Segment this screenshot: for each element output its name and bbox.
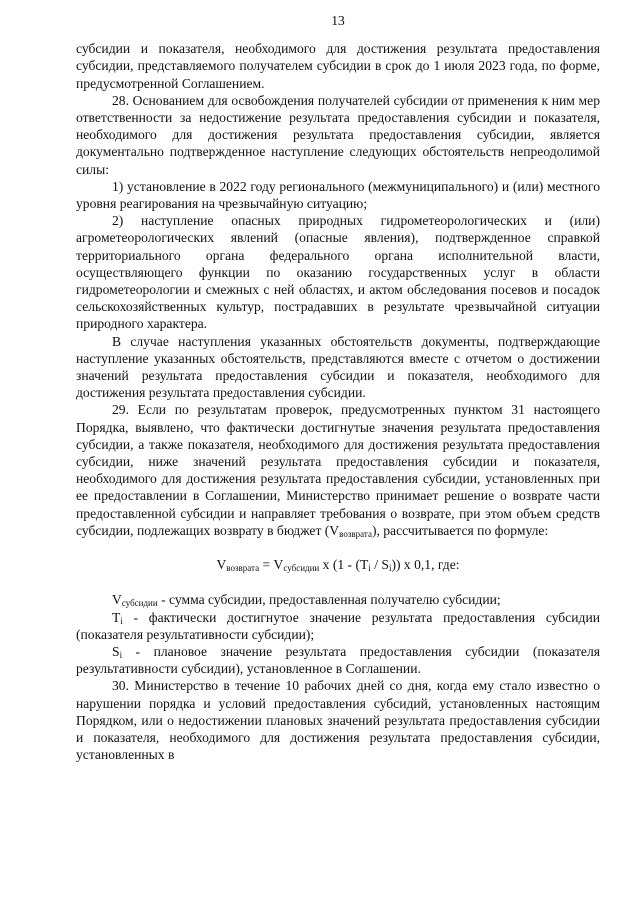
definition-s-i: $S_i$ - плановое значение результата предоставления субсидии (показателя результативности субсидии), установленное в Соглашении. — [76, 643, 600, 677]
definition-v-subsidii: $V_{субсидии}$ - сумма субсидии, предоставленная получателю субсидии; — [112, 592, 501, 609]
paragraph-documents: В случае наступления указанных обстоятельств документы, подтверждающие наступление указанных обстоятельств, представляются вместе с отчетом о достижении значений результата предоставления субсидии и показателя, необходимого для достижения результата предоставления субсидии. — [76, 333, 600, 401]
formula: $V_{возврата} = V_{субсидии}$ x $(1 - (T_i / S_i))$ x 0,1, где: — [216, 557, 460, 574]
definition-t-i: $T_i$ - фактически достигнутое значение результата предоставления субсидии (показателя результативности субсидии); — [76, 609, 600, 642]
paragraph-29-end: ), рассчитывается по формуле: — [371, 522, 549, 538]
paragraph-29 — [76, 401, 600, 539]
paragraph-continuation: субсидии и показателя, необходимого для достижения результата предоставления субсидии, представляемого получателем субсидии в срок до 1 июля 2023 года, по форме, предусмотренной Соглашением. — [76, 41, 600, 91]
page-number: 13 — [331, 13, 345, 28]
list-item-1: 1) установление в 2022 году регионального (межмуниципального) и (или) местного уровня реагирования на чрезвычайную ситуацию; — [76, 178, 600, 212]
subscript-vozvrata: возврата — [339, 528, 372, 539]
paragraph-30: 30. Министерство в течение 10 рабочих дней со дня, когда ему стало известно о нарушении порядка и условий предоставления субсидий, установленных настоящим Порядком, или о недостижении плановых значений результата предоставления субсидии и показателя, необходимого для достижения результата предоставления субсидии, установленных в — [76, 678, 600, 763]
paragraph-28: 28. Основанием для освобождения получателей субсидии от применения к ним мер ответственности за недостижение результата предоставления субсидии и показателя, необходимого для достижения результата предоставления субсидии, является документально подтвержденное наступление следующих обстоятельств непреодолимой силы: — [76, 92, 600, 177]
paragraph-29-text: 29. Если по результатам проверок, предусмотренных пунктом 31 настоящего Порядка, выявлено, что фактически достигнутые значения результата предоставления субсидии, а также показателя, необходимого для достижения результата предоставления субсидии, ниже значений результата предоставления субсидии и показателя, необходимого для достижения результата предоставления субсидии, установленных при ее предоставлении в Соглашении, Министерство принимает решение о возврате части предоставленной субсидии и направляет требования о возврате, при этом объем средств субсидии, подлежащих возврату в бюджет (V — [76, 402, 600, 538]
list-item-2: 2) наступление опасных природных гидрометеорологических и (или) агрометеорологических явлений (опасные явления), подтвержденное справкой территориального органа федерального органа исполнительной власти, осуществляющего функции по оказанию государственных услуг в области гидрометеорологии и смежных с ней областях, и актом обследования посевов и посадок сельскохозяйственных культур, пострадавших в результате чрезвычайной ситуации природного характера. — [76, 213, 600, 332]
